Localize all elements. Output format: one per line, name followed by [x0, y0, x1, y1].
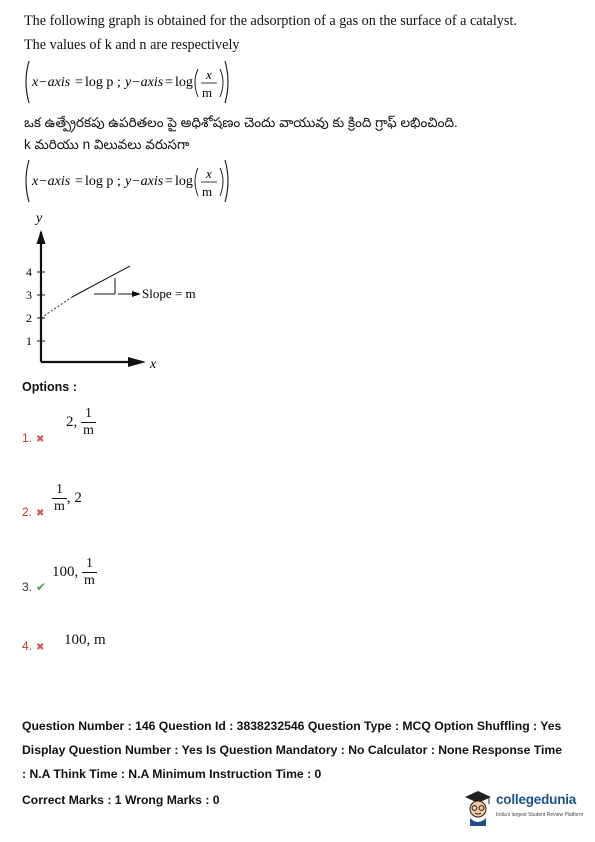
graph-x-arrow — [128, 357, 146, 367]
fraction-numerator: 1 — [52, 482, 67, 499]
question-meta-line: : N.A Think Time : N.A Minimum Instruction Time : 0 — [22, 767, 322, 781]
option-prefix: 100, — [52, 563, 79, 580]
brand-name: collegedunia — [496, 792, 577, 807]
formula-y-axis: y−axis — [125, 174, 164, 189]
graph-tick: 3 — [26, 288, 32, 302]
option-number-text: 2. — [22, 505, 33, 519]
option-1-number — [22, 431, 44, 445]
option-number-text: 1. — [22, 431, 33, 445]
question-text-english: The following graph is obtained for the adsorption of a gas on the surface of a catalyst. — [24, 13, 517, 29]
formula-separator: ; — [117, 174, 121, 189]
graph-y-arrow — [37, 230, 46, 244]
formula-y-axis: y−axis — [125, 75, 164, 90]
question-meta-line: Display Question Number : Yes Is Question Mandatory : No Calculator : None Response Time — [22, 743, 562, 757]
formula-eq-2: = — [165, 174, 173, 189]
graph-x-label: x — [150, 357, 157, 372]
formula-eq-1: = — [75, 174, 83, 189]
option-2-answer[interactable] — [52, 482, 82, 515]
correct-check-icon: ✔ — [36, 580, 47, 594]
graph-tick: 4 — [26, 265, 32, 279]
option-4-answer[interactable] — [64, 632, 106, 649]
axis-formula-english — [22, 57, 232, 107]
graph-data-line — [72, 266, 130, 297]
student-mascot-icon — [462, 786, 494, 826]
brand-tagline: India's largest Student Review Platform — [496, 812, 584, 818]
axis-formula-telugu — [22, 156, 232, 206]
formula-eq-1: = — [75, 75, 83, 90]
formula-denominator: m — [202, 184, 213, 199]
option-2-number — [22, 505, 44, 519]
fraction-numerator: 1 — [82, 556, 97, 573]
graph-tick: 2 — [26, 311, 32, 325]
option-4-number — [22, 639, 44, 653]
options-heading: Options : — [22, 380, 77, 394]
graph-y-label: y — [36, 211, 43, 226]
formula-x-axis: x−axis — [32, 75, 71, 90]
formula-x-axis: x−axis — [32, 174, 71, 189]
formula-numerator: x — [206, 166, 212, 181]
formula-separator: ; — [117, 75, 121, 90]
formula-log-p: log p — [85, 174, 114, 189]
adsorption-graph — [22, 208, 242, 383]
option-number-text: 4. — [22, 639, 33, 653]
collegedunia-logo — [462, 786, 587, 826]
formula-numerator: x — [206, 67, 212, 82]
fraction-denominator: m — [84, 573, 95, 588]
formula-log: log — [175, 75, 193, 90]
fraction-numerator: 1 — [81, 406, 96, 423]
formula-denominator: m — [202, 85, 213, 100]
option-number-text: 3. — [22, 580, 33, 594]
graph-slope-label: Slope = m — [142, 286, 196, 301]
formula-log-p: log p — [85, 75, 114, 90]
graph-extrapolation-line — [41, 297, 72, 318]
fraction-denominator: m — [54, 499, 65, 514]
option-prefix: 2, — [66, 413, 78, 430]
option-3-answer[interactable] — [52, 556, 97, 589]
option-suffix: , 2 — [66, 489, 82, 506]
option-1-answer[interactable] — [66, 406, 96, 439]
question-prompt-telugu: k మరియు n విలువలు వరుసగా — [24, 137, 190, 152]
option-3-number — [22, 580, 46, 594]
option-fraction — [52, 482, 67, 515]
fraction-denominator: m — [83, 423, 94, 438]
option-fraction — [82, 556, 97, 589]
wrong-mark-icon: ✖ — [36, 642, 45, 653]
question-meta-line: Question Number : 146 Question Id : 3838232546 Question Type : MCQ Option Shuffling : Yes — [22, 719, 562, 733]
option-fraction — [81, 406, 96, 439]
graph-tick: 1 — [26, 334, 32, 348]
question-prompt-english: The values of k and n are respectively — [24, 37, 240, 53]
question-text-telugu: ఒక ఉత్ప్రేరకపు ఉపరితలం పై అధిశోషణం చెందు వాయువు కు క్రింది గ్రాఫ్ లభించింది. — [24, 115, 458, 130]
marks-line: Correct Marks : 1 Wrong Marks : 0 — [22, 793, 220, 807]
formula-eq-2: = — [165, 75, 173, 90]
wrong-mark-icon: ✖ — [36, 508, 45, 519]
wrong-mark-icon: ✖ — [36, 434, 45, 445]
option-text: 100, m — [64, 632, 106, 648]
formula-log: log — [175, 174, 193, 189]
